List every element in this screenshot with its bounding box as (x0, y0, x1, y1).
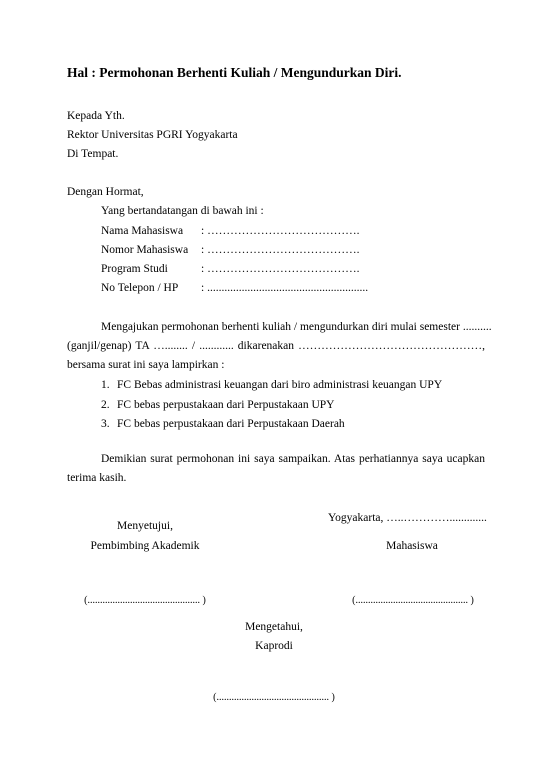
intro-text: Yang bertandatangan di bawah ini : (101, 205, 264, 217)
kaprodi-signature-line: (............................................. ) (213, 692, 335, 703)
body-line-2: (ganjil/genap) TA …........ / ............ dikarenakan …………………………………………, (67, 340, 485, 352)
list-item-number: 2. (101, 398, 110, 411)
field-value-phone: : ........................................................ (201, 282, 369, 294)
list-item (101, 415, 442, 435)
list-item (101, 376, 442, 396)
list-item (101, 396, 442, 416)
attachment-list (101, 376, 442, 435)
acknowledged-label: Mengetahui, (245, 621, 303, 633)
greeting: Dengan Hormat, (67, 186, 144, 198)
recipient-line-1: Kepada Yth. (67, 110, 125, 122)
student-label: Mahasiswa (386, 540, 438, 552)
list-item-text: FC bebas perpustakaan dari Perpustakaan Daerah (117, 418, 345, 430)
kaprodi-label: Kaprodi (255, 640, 293, 652)
recipient-line-2: Rektor Universitas PGRI Yogyakarta (67, 129, 238, 141)
closing-line-2: terima kasih. (67, 472, 127, 484)
list-item-number: 1. (101, 379, 110, 391)
recipient-line-3: Di Tempat. (67, 148, 119, 160)
advisor-label: Pembimbing Akademik (90, 540, 200, 552)
list-item-text: FC bebas perpustakaan dari Perpustakaan UPY (117, 398, 335, 411)
place-date: Yogyakarta, …..…………............. (328, 512, 487, 524)
field-label-number: Nomor Mahasiswa (101, 244, 189, 256)
field-label-program: Program Studi (101, 263, 168, 275)
list-item-number: 3. (101, 418, 110, 430)
advisor-signature-line: (............................................. ) (84, 595, 206, 606)
letter-subject: Hal : Permohonan Berhenti Kuliah / Mengundurkan Diri. (67, 65, 402, 80)
body-line-1: Mengajukan permohonan berhenti kuliah / mengundurkan diri mulai semester .......... (101, 321, 492, 333)
field-value-program: : …………………………………. (201, 263, 360, 275)
field-value-name: : …………………………………. (201, 225, 360, 237)
approved-label: Menyetujui, (117, 520, 173, 532)
field-label-phone: No Telepon / HP (101, 282, 179, 294)
field-value-number: : …………………………………. (201, 244, 360, 256)
field-label-name: Nama Mahasiswa (101, 225, 184, 237)
list-item-text: FC Bebas administrasi keuangan dari biro administrasi keuangan UPY (117, 379, 443, 391)
body-line-3: bersama surat ini saya lampirkan : (67, 359, 225, 371)
closing-line-1: Demikian surat permohonan ini saya sampaikan. Atas perhatiannya saya ucapkan (101, 453, 485, 465)
student-signature-line: (............................................. ) (352, 595, 474, 606)
